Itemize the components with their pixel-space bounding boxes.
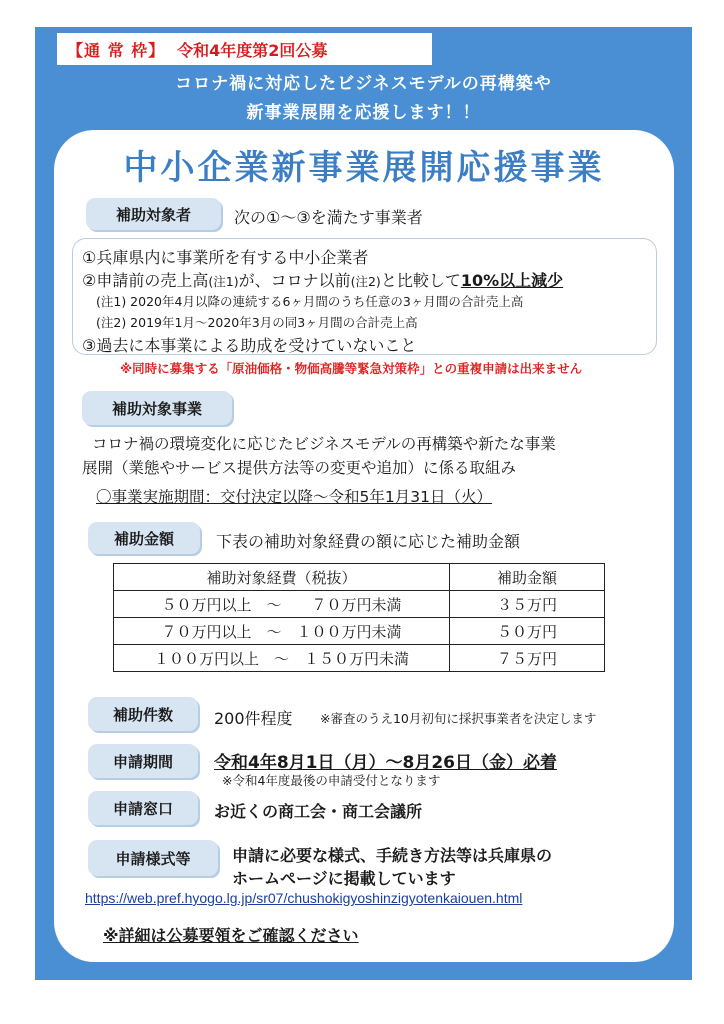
window-value: お近くの商工会・商工会議所	[214, 802, 423, 821]
eligibility-intro: 次の①～③を満たす事業者	[234, 208, 423, 227]
project-period: 〇事業実施期間：交付決定以降～令和5年1月31日（火）	[96, 488, 492, 506]
grant-amount: ３５万円	[450, 591, 605, 618]
count-note: ※審査のうえ10月初旬に採択事業者を決定します	[320, 711, 597, 726]
page-title: 中小企業新事業展開応援事業	[123, 148, 605, 188]
requirement-3: ③過去に本事業による助成を受けていないこと	[82, 336, 417, 355]
window-tag: 申請窓口	[88, 791, 198, 825]
headline-line2: 新事業展開を応援します！！	[246, 103, 481, 123]
round-label: 令和4年度第2回公募	[177, 40, 328, 60]
grant-amount: ５０万円	[450, 618, 605, 645]
grant-table-header	[114, 564, 605, 591]
project-tag: 補助対象事業	[82, 391, 232, 425]
period-value: 令和4年8月1日（月）～8月26日（金）必着	[214, 753, 557, 773]
req2-post: と比較して	[380, 271, 461, 290]
category-tag: 【通 常 枠】	[67, 40, 166, 60]
req2-mid: が、コロナ以前	[238, 271, 351, 290]
period-tag: 申請期間	[88, 744, 198, 778]
grant-amount: ７５万円	[450, 645, 605, 672]
header-expense: 補助対象経費（税抜）	[114, 564, 450, 591]
table-row	[114, 591, 605, 618]
req2-pre: ②申請前の売上高	[82, 271, 209, 290]
requirement-2	[82, 268, 563, 291]
call-label	[57, 33, 432, 65]
note-1: (注1) 2020年4月以降の連続する6ヶ月間のうち任意の3ヶ月間の合計売上高	[96, 294, 524, 309]
amount-tag: 補助金額	[88, 522, 200, 554]
forms-line2: ホームページに掲載しています	[232, 869, 456, 888]
count-tag: 補助件数	[88, 697, 198, 731]
requirement-1: ①兵庫県内に事業所を有する中小企業者	[82, 248, 369, 267]
expense-range: ７０万円以上 ～ １００万円未満	[114, 618, 450, 645]
grant-table	[113, 563, 605, 672]
req2-note2: (注2)	[350, 274, 381, 289]
expense-range: １００万円以上 ～ １５０万円未満	[114, 645, 450, 672]
req2-note1: (注1)	[208, 274, 239, 289]
table-row	[114, 618, 605, 645]
count-value: 200件程度	[214, 709, 293, 728]
details-notice: ※詳細は公募要領をご確認ください	[103, 926, 359, 945]
period-note: ※令和4年度最後の申請受付となります	[222, 773, 441, 788]
hyogo-url-link[interactable]: https://web.pref.hyogo.lg.jp/sr07/chushokigyoshinzigyotenkaiouen.html	[85, 890, 523, 906]
project-desc-line1: コロナ禍の環境変化に応じたビジネスモデルの再構築や新たな事業	[92, 435, 556, 453]
amount-desc: 下表の補助対象経費の額に応じた補助金額	[216, 532, 521, 551]
headline-line1: コロナ禍に対応したビジネスモデルの再構築や	[175, 74, 552, 94]
header-amount: 補助金額	[450, 564, 605, 591]
forms-tag: 申請様式等	[88, 840, 218, 876]
expense-range: ５０万円以上 ～ ７０万円未満	[114, 591, 450, 618]
project-desc-line2: 展開（業態やサービス提供方法等の変更や追加）に係る取組み	[82, 459, 517, 477]
req2-emphasis: 10%以上減少	[460, 271, 564, 290]
duplicate-warning: ※同時に募集する「原油価格・物価高騰等緊急対策枠」との重複申請は出来ません	[120, 361, 583, 376]
headline	[35, 70, 692, 128]
forms-line1: 申請に必要な様式、手続き方法等は兵庫県の	[232, 846, 553, 865]
note-2: (注2) 2019年1月～2020年3月の同3ヶ月間の合計売上高	[96, 315, 418, 330]
eligibility-tag: 補助対象者	[86, 198, 221, 230]
table-row	[114, 645, 605, 672]
